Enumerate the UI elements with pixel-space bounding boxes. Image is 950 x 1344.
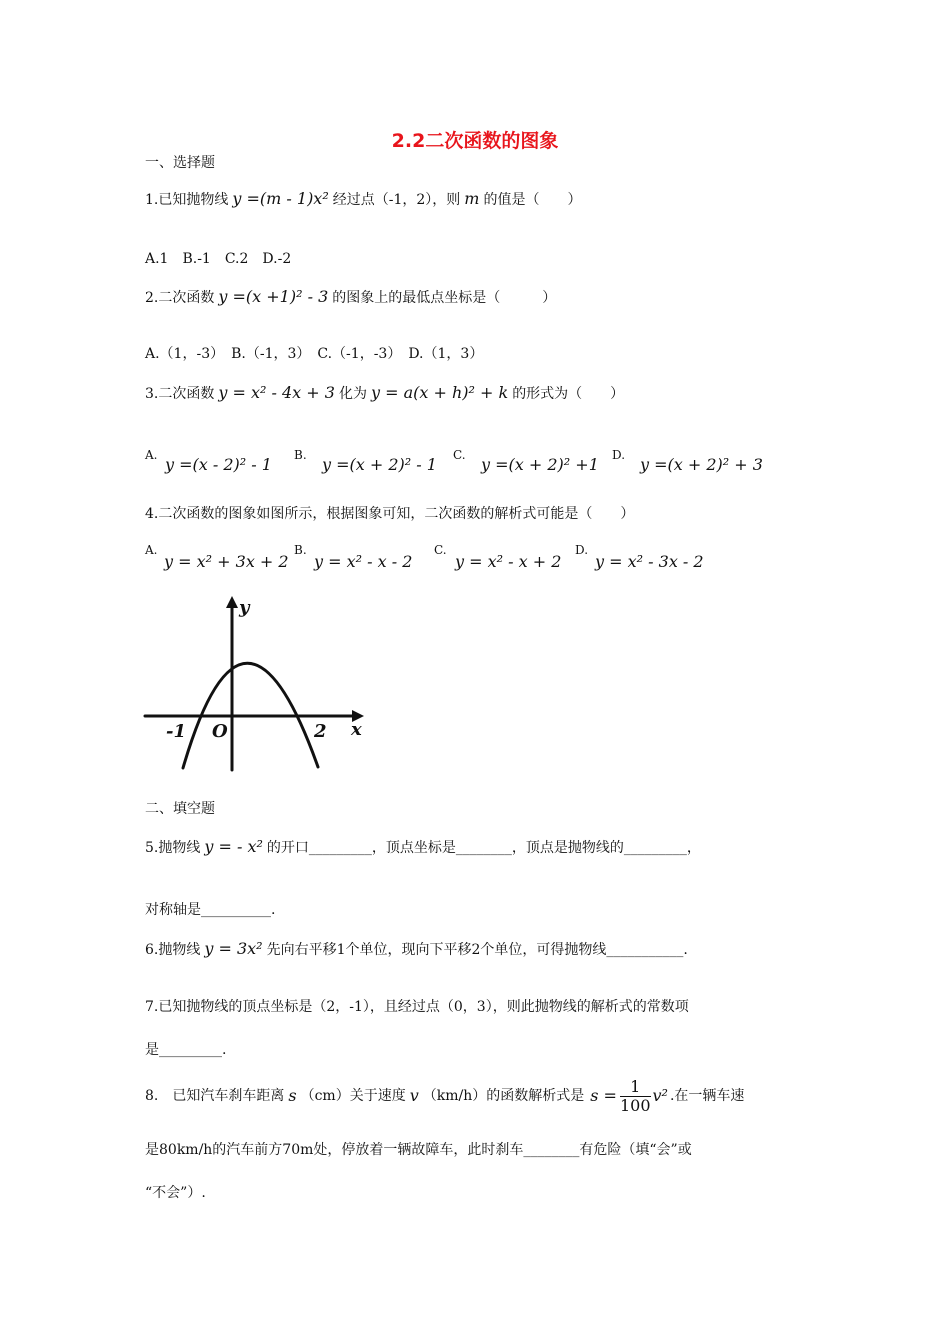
x-axis-label: x [351, 719, 362, 740]
question-8-unit-v: （km/h）的函数解析式是 [422, 1088, 585, 1104]
question-8-prefix: 8. 已知汽车刹车距离 [145, 1088, 285, 1104]
question-4-option-d: y = x² - 3x - 2 [595, 552, 704, 571]
question-1-suffix: 的值是（ ） [483, 192, 582, 208]
question-4-option-d-label: D. [575, 543, 589, 557]
question-5-line-2: 对称轴是__________. [145, 902, 276, 918]
question-8-line-2: 是80km/h的汽车前方70m处，停放着一辆故障车，此时刹车________有危险（填“会”或 [145, 1142, 692, 1158]
question-4-option-c: y = x² - x + 2 [455, 552, 562, 571]
question-3-option-c-label: C. [453, 448, 466, 462]
section-heading-choice: 一、选择题 [145, 155, 215, 171]
question-3-formula-standard: y = x² - 4x + 3 [218, 383, 335, 402]
tick-label-neg-1: -1 [166, 721, 186, 742]
question-8-unit-s: （cm）关于速度 [300, 1088, 406, 1104]
question-8-var-v: v [409, 1086, 419, 1105]
question-2-prefix: 2.二次函数 [145, 290, 215, 306]
question-3-mid: 化为 [338, 386, 367, 402]
question-1-formula: y =(m - 1)x² [232, 189, 329, 208]
question-4-option-b: y = x² - x - 2 [314, 552, 413, 571]
question-3-option-d-label: D. [612, 448, 626, 462]
question-3-option-b: y =(x + 2)² - 1 [322, 455, 437, 474]
question-1-variable: m [464, 189, 480, 208]
question-3-suffix: 的形式为（ ） [512, 386, 625, 402]
question-3-option-c: y =(x + 2)² +1 [481, 455, 599, 474]
tick-label-2: 2 [314, 721, 327, 742]
y-axis-arrow [226, 596, 238, 608]
question-2-formula: y =(x +1)² - 3 [218, 287, 329, 306]
question-2-options: A.（1，-3） B.（-1，3） C.（-1，-3） D.（1，3） [145, 346, 484, 362]
fraction-denominator: 100 [619, 1095, 651, 1115]
question-8-suffix: .在一辆车速 [669, 1088, 745, 1104]
question-2 [145, 288, 556, 307]
question-5 [145, 838, 701, 857]
question-4-option-c-label: C. [434, 543, 447, 557]
section-heading-fill: 二、填空题 [145, 801, 215, 817]
question-6 [145, 940, 688, 959]
page-title: 2.2二次函数的图象 [391, 130, 559, 152]
question-1 [145, 190, 581, 209]
question-3-option-d: y =(x + 2)² + 3 [640, 455, 763, 474]
question-6-suffix: 先向右平移1个单位，现向下平移2个单位，可得抛物线___________. [266, 942, 688, 958]
question-5-prefix: 5.抛物线 [145, 840, 201, 856]
question-3-prefix: 3.二次函数 [145, 386, 215, 402]
question-8 [145, 1076, 744, 1116]
question-8-var-s: s [288, 1086, 297, 1105]
question-2-suffix: 的图象上的最低点坐标是（ ） [332, 290, 557, 306]
question-7-line-2: 是_________. [145, 1042, 227, 1058]
question-3 [145, 384, 624, 403]
question-5-formula: y = - x² [204, 837, 263, 856]
parabola-graph [140, 592, 370, 777]
question-8-formula-lhs: s = [590, 1086, 617, 1105]
question-8-formula-rhs: v² [652, 1086, 668, 1105]
question-3-formula-vertex: y = a(x + h)² + k [370, 383, 509, 402]
fraction-numerator: 1 [620, 1078, 651, 1097]
question-4-option-a-label: A. [145, 543, 158, 557]
question-3-option-a: y =(x - 2)² - 1 [165, 455, 272, 474]
origin-label: O [212, 721, 228, 742]
question-7: 7.已知抛物线的顶点坐标是（2，-1），且经过点（0，3），则此抛物线的解析式的常数项 [145, 999, 689, 1015]
question-4-option-b-label: B. [294, 543, 307, 557]
question-4: 4.二次函数的图象如图所示，根据图象可知，二次函数的解析式可能是（ ） [145, 506, 635, 522]
question-4-option-a: y = x² + 3x + 2 [164, 552, 289, 571]
question-1-options: A.1 B.-1 C.2 D.-2 [145, 251, 292, 267]
question-6-formula: y = 3x² [204, 939, 263, 958]
question-6-prefix: 6.抛物线 [145, 942, 201, 958]
question-1-mid: 经过点（-1，2），则 [332, 192, 461, 208]
question-8-fraction [620, 1078, 651, 1115]
question-5-suffix: 的开口_________，顶点坐标是________，顶点是抛物线的_________， [266, 840, 701, 856]
question-3-option-b-label: B. [294, 448, 307, 462]
question-1-prefix: 1.已知抛物线 [145, 192, 229, 208]
y-axis-label: y [239, 597, 250, 618]
question-3-option-a-label: A. [145, 448, 158, 462]
question-8-line-3: “不会”）. [145, 1185, 206, 1201]
